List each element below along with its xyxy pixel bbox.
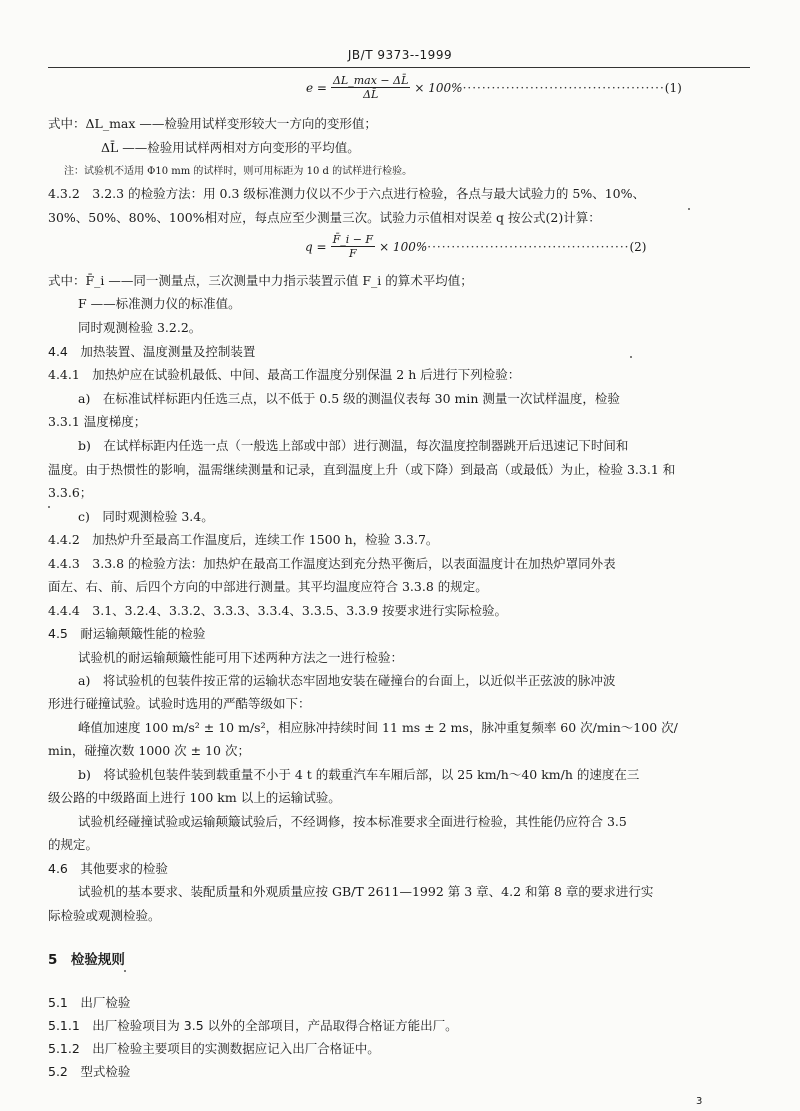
scan-speck: [48, 506, 50, 508]
section-heading: 5.1 出厂检验: [48, 995, 131, 1010]
formula-2-lhs: q =: [305, 239, 327, 254]
text-line: b) 将试验机包装件装到载重量不小于 4 t 的载重汽车车厢后部，以 25 km/h～40 km/h 的速度在三: [78, 767, 640, 782]
text-line: c) 同时观测检验 3.4。: [78, 509, 214, 524]
text-line: 式中：ΔL_max ——检验用试样变形较大一方向的变形值；: [48, 116, 377, 131]
text-line: 5.1.2 出厂检验主要项目的实测数据应记入出厂合格证中。: [48, 1041, 380, 1056]
text-line: 的规定。: [48, 837, 99, 852]
text-line: 级公路的中级路面上进行 100 km 以上的运输试验。: [48, 790, 341, 805]
text-line: 试验机的耐运输颠簸性能可用下述两种方法之一进行检验：: [78, 650, 404, 665]
formula-2-rhs: × 100%: [379, 239, 428, 254]
text-line: 面左、右、前、后四个方向的中部进行测量。其平均温度应符合 3.3.8 的规定。: [48, 579, 488, 594]
chapter-heading: 5 检验规则: [48, 952, 125, 968]
formula-2-fraction: [331, 233, 376, 260]
text-line: 式中：F̄_i ——同一测量点，三次测量中力指示装置示值 F_i 的算术平均值；: [48, 273, 473, 288]
text-line: 形进行碰撞试验。试验时选用的严酷等级如下：: [48, 696, 311, 711]
text-line: 际检验或观测检验。: [48, 908, 161, 923]
formula-1-number: (1): [664, 80, 682, 95]
text-line: 温度。由于热惯性的影响，温需继续测量和记录，直到温度上升（或下降）到最高（或最低）为止，检验 3.3.1 和: [48, 462, 676, 477]
text-line: 试验机的基本要求、装配质量和外观质量应按 GB/T 2611—1992 第 3 章、4.2 和第 8 章的要求进行实: [78, 884, 654, 899]
text-line: min，碰撞次数 1000 次 ± 10 次；: [48, 743, 250, 758]
text-line: b) 在试样标距内任选一点（一般选上部或中部）进行测温，每次温度控制器跳开后迅速记下时间和: [78, 438, 629, 453]
text-line: 4.4.3 3.3.8 的检验方法：加热炉在最高工作温度达到充分热平衡后，以表面温度计在加热炉罩同外表: [48, 556, 616, 571]
formula-2-leader: ··········································: [427, 239, 630, 254]
formula-1: [306, 74, 682, 101]
formula-1-fraction: [331, 74, 410, 101]
formula-1-numerator: ΔL_max − ΔL̄: [332, 74, 409, 87]
section-heading: 5.2 型式检验: [48, 1064, 131, 1079]
text-line: 3.3.1 温度梯度；: [48, 414, 147, 429]
text-line: 30%、50%、80%、100%相对应，每点应至少测量三次。试验力示值相对误差 q 按公式(2)计算：: [48, 210, 601, 225]
note-line: 注：试验机不适用 Φ10 mm 的试样时，则可用标距为 10 d 的试样进行检验。: [64, 166, 413, 177]
text-line: 5.1.1 出厂检验项目为 3.5 以外的全部项目，产品取得合格证方能出厂。: [48, 1018, 458, 1033]
section-heading: 4.4 加热装置、温度测量及控制装置: [48, 344, 256, 359]
header-rule: [48, 67, 750, 68]
section-heading: 4.6 其他要求的检验: [48, 861, 168, 876]
scan-speck: [688, 208, 690, 210]
scan-speck: [630, 356, 632, 358]
scan-speck: [124, 970, 126, 972]
text-line: F ——标准测力仪的标准值。: [78, 296, 241, 311]
text-line: 4.4.1 加热炉应在试验机最低、中间、最高工作温度分别保温 2 h 后进行下列检验：: [48, 367, 521, 382]
text-line: 峰值加速度 100 m/s² ± 10 m/s²，相应脉冲持续时间 11 ms ± 2 ms，脉冲重复频率 60 次/min～100 次/: [78, 720, 678, 735]
text-line: 4.3.2 3.2.3 的检验方法：用 0.3 级标准测力仪以不少于六点进行检验，各点与最大试验力的 5%、10%、: [48, 186, 645, 201]
formula-2-number: (2): [629, 239, 647, 254]
formula-2-denominator: F: [348, 247, 357, 260]
text-line: a) 将试验机的包装件按正常的运输状态牢固地安装在碰撞台的台面上，以近似半正弦波的脉冲波: [78, 673, 616, 688]
text-line: 4.4.4 3.1、3.2.4、3.3.2、3.3.3、3.3.4、3.3.5、3.3.9 按要求进行实际检验。: [48, 603, 507, 618]
formula-1-denominator: ΔL̄: [363, 88, 379, 101]
text-line: 试验机经碰撞试验或运输颠簸试验后，不经调修，按本标准要求全面进行检验，其性能仍应符合 3.5: [78, 814, 627, 829]
page-number: 3: [696, 1096, 703, 1107]
text-line: 4.4.2 加热炉升至最高工作温度后，连续工作 1500 h，检验 3.3.7。: [48, 532, 439, 547]
formula-1-lhs: e =: [306, 80, 327, 95]
formula-1-leader: ··········································: [462, 80, 665, 95]
text-line: 同时观测检验 3.2.2。: [78, 320, 202, 335]
formula-1-rhs: × 100%: [414, 80, 463, 95]
formula-2: [305, 233, 646, 260]
text-line: a) 在标准试样标距内任选三点，以不低于 0.5 级的测温仪表每 30 min 测量一次试样温度，检验: [78, 391, 620, 406]
formula-2-numerator: F̄_i − F: [332, 233, 374, 246]
text-line: ΔL̄ ——检验用试样两相对方向变形的平均值。: [101, 140, 360, 155]
document-code-header: JB/T 9373--1999: [347, 48, 453, 62]
text-line: 3.3.6；: [48, 485, 93, 500]
section-heading: 4.5 耐运输颠簸性能的检验: [48, 626, 206, 641]
